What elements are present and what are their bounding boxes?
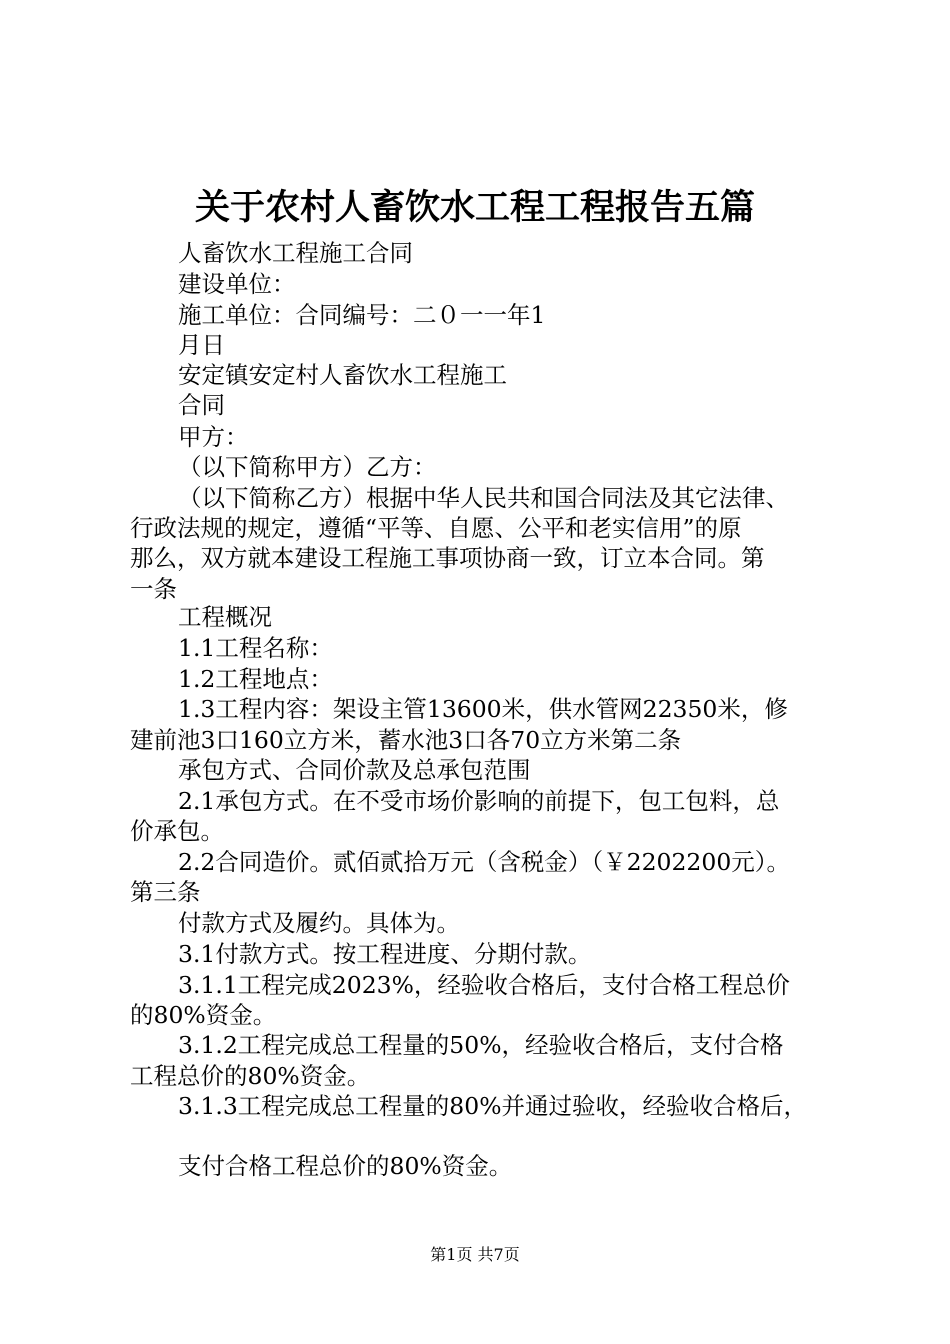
text-line: 施工单位：合同编号：二０一一年1 (178, 301, 546, 329)
text-line: （以下简称甲方）乙方： (178, 453, 437, 481)
text-line: 人畜饮水工程施工合同 (178, 239, 413, 267)
text-line: 承包方式、合同价款及总承包范围 (178, 756, 531, 784)
text-line: 一条 (130, 575, 177, 603)
text-line: 月日 (178, 331, 225, 359)
text-line: 建前池3口160立方米，蓄水池3口各70立方米第二条 (130, 726, 682, 754)
text-line: 付款方式及履约。具体为。 (178, 909, 460, 937)
text-line: 1.1工程名称： (178, 634, 333, 662)
text-line: 价承包。 (130, 817, 224, 845)
text-line: 3.1.3工程完成总工程量的80%并通过验收，经验收合格后， (178, 1092, 808, 1120)
document-title: 关于农村人畜饮水工程工程报告五篇 (194, 187, 755, 228)
text-line: 的80%资金。 (130, 1001, 277, 1029)
text-line: 1.3工程内容：架设主管13600米，供水管网22350米，修 (178, 695, 788, 723)
text-line: 工程总价的80%资金。 (130, 1062, 371, 1090)
page-footer: 第1页 共7页 (430, 1245, 520, 1264)
text-line: 支付合格工程总价的80%资金。 (178, 1152, 513, 1180)
text-line: 合同 (178, 391, 225, 419)
text-line: 那么，双方就本建设工程施工事项协商一致，订立本合同。第 (130, 544, 765, 572)
text-line: 2.2合同造价。贰佰贰拾万元（含税金）（￥2202200元）。 (178, 848, 791, 876)
text-line: 甲方： (178, 423, 249, 451)
text-line: （以下简称乙方）根据中华人民共和国合同法及其它法律、 (178, 484, 789, 512)
text-line: 3.1付款方式。按工程进度、分期付款。 (178, 940, 592, 968)
text-line: 2.1承包方式。在不受市场价影响的前提下，包工包料，总 (178, 787, 780, 815)
text-line: 3.1.2工程完成总工程量的50%，经验收合格后，支付合格 (178, 1031, 784, 1059)
text-line: 1.2工程地点： (178, 665, 333, 693)
text-line: 3.1.1工程完成2023%，经验收合格后，支付合格工程总价 (178, 971, 790, 999)
text-line: 第三条 (130, 878, 201, 906)
text-line: 建设单位： (178, 270, 296, 298)
text-line: 工程概况 (178, 603, 272, 631)
text-line: 行政法规的规定，遵循“平等、自愿、公平和老实信用”的原 (130, 514, 742, 542)
text-line: 安定镇安定村人畜饮水工程施工 (178, 361, 507, 389)
